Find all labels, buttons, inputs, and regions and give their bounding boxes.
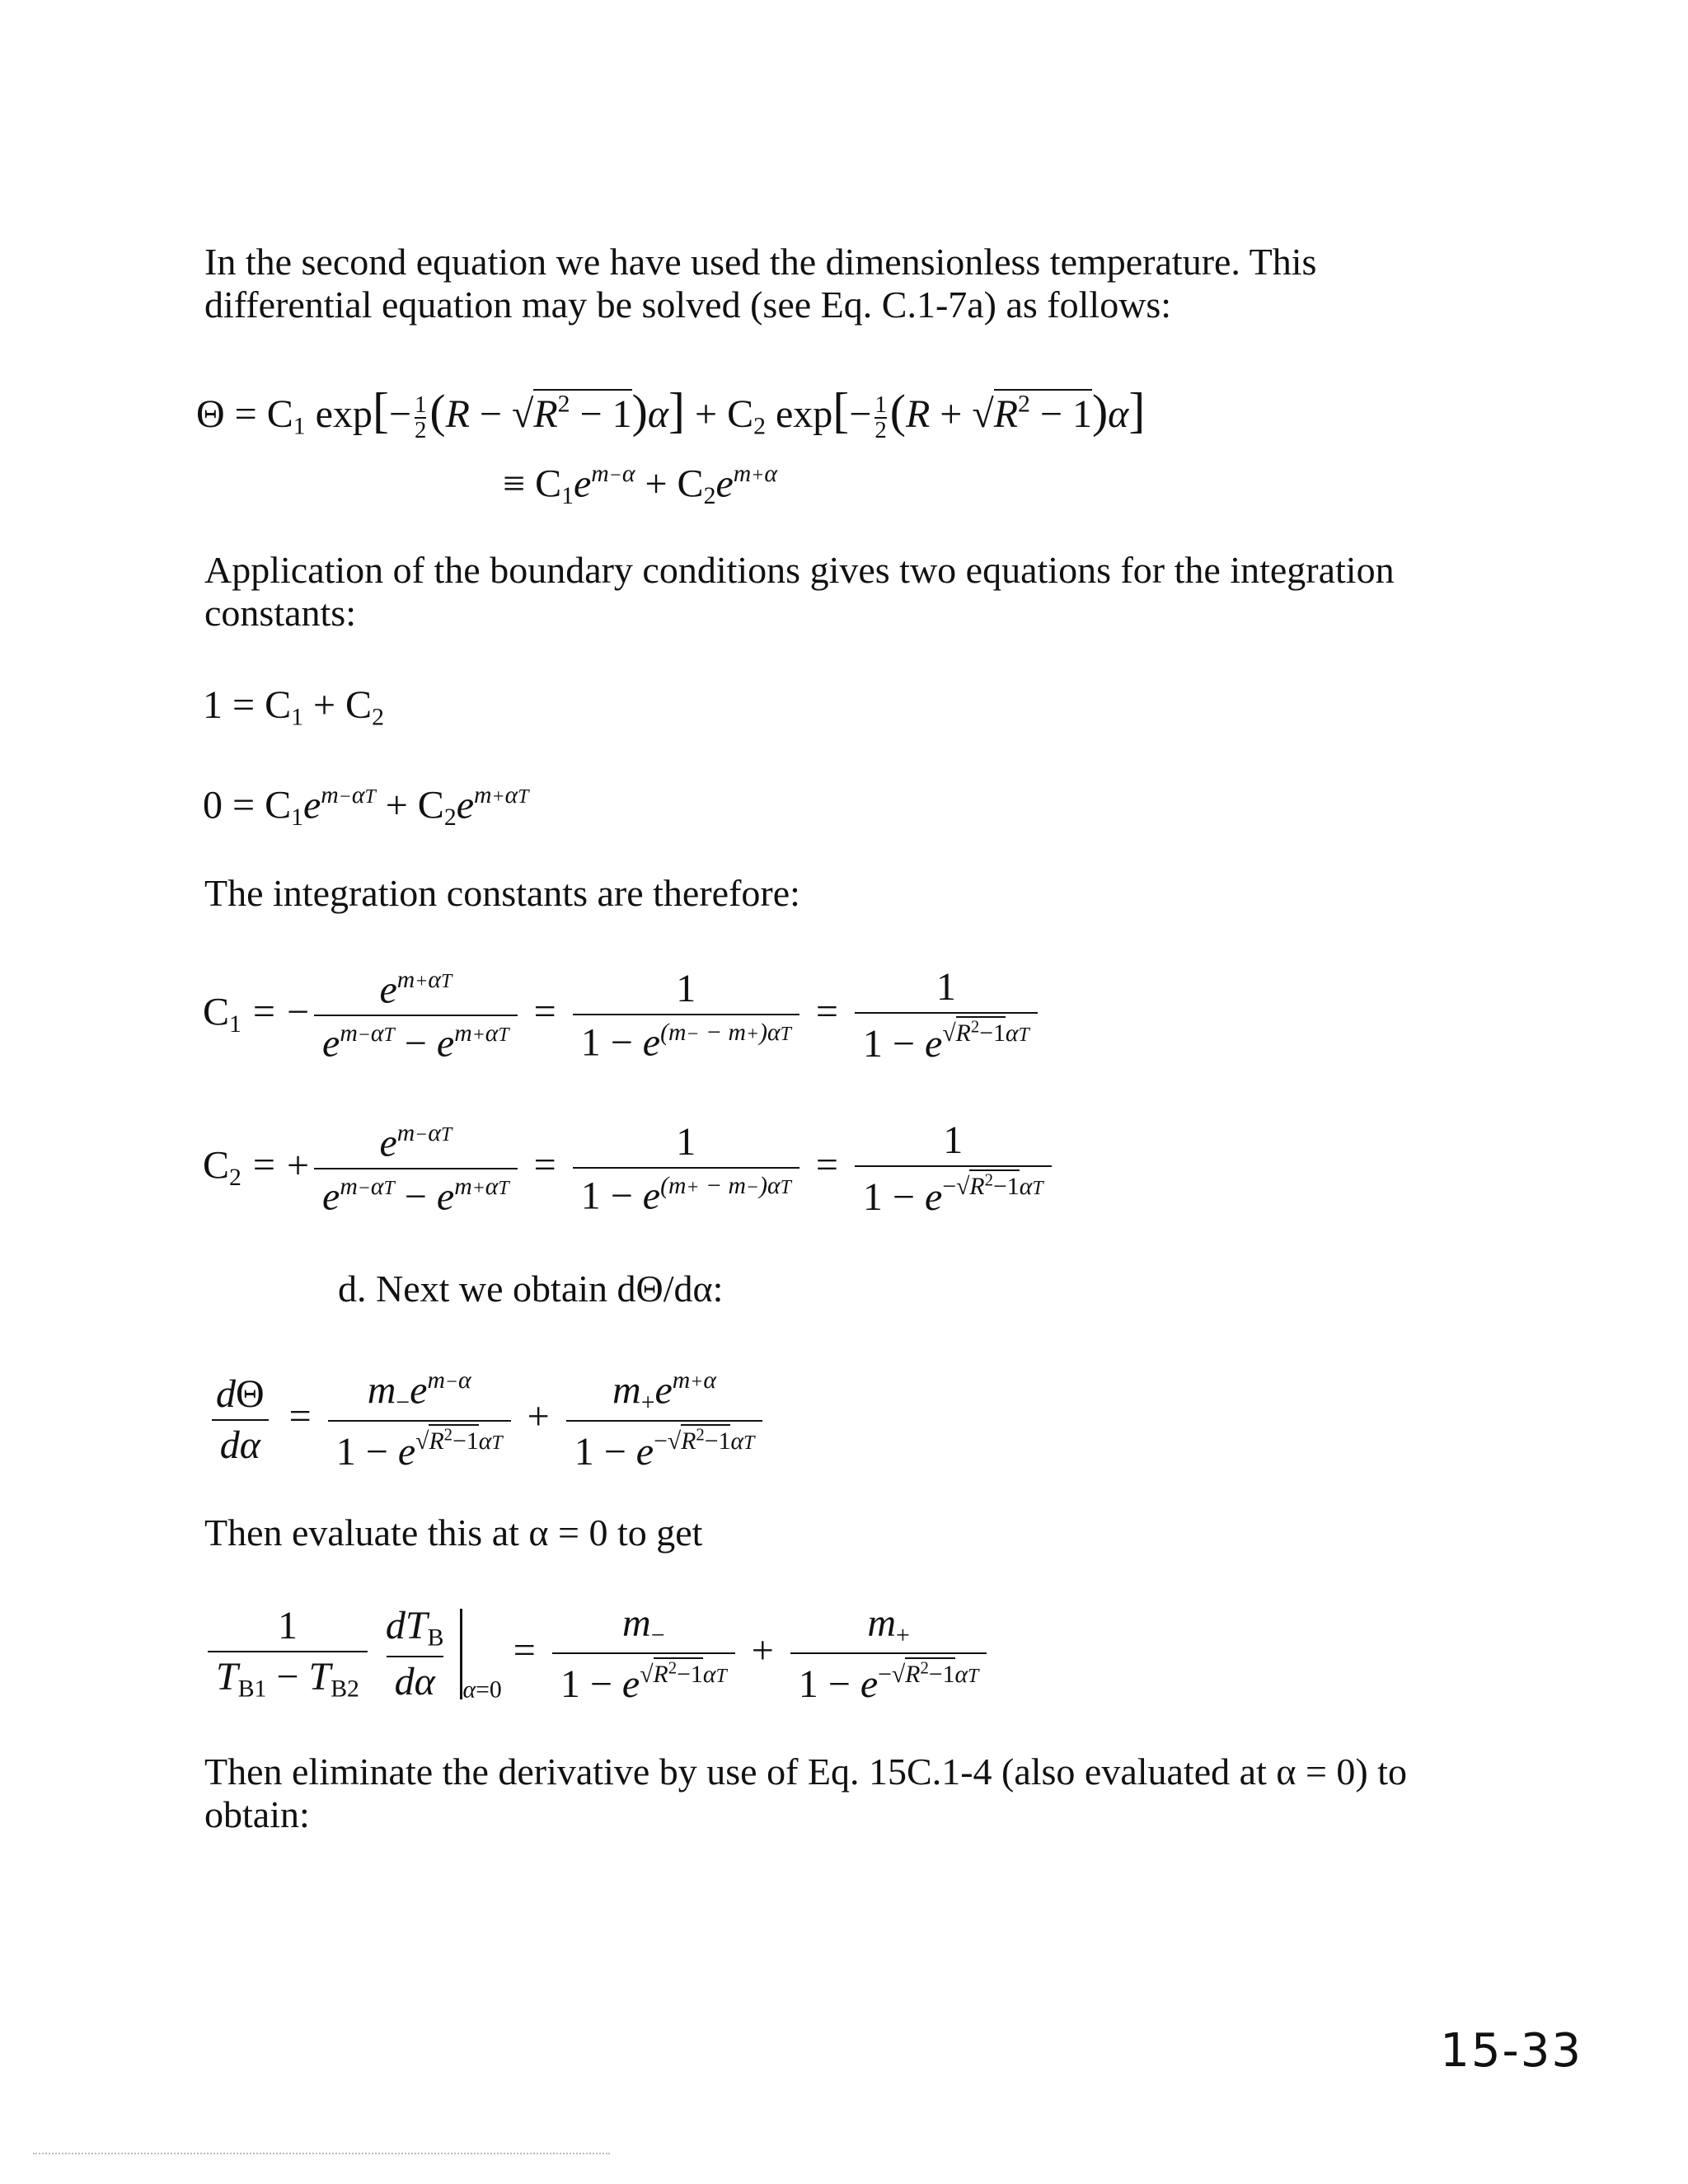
equation-c1: $C_1$ = − $\frac{e^{m+\alpha T}}{e^{m-\alpha T} - e^{m+\alpha T}}$ = $\frac{1}{1 - e^{(m- - m+)\alpha T}}$ = $\frac{1}{1 - e^{√R^2-1\alpha T}}$ (203, 968, 1043, 1064)
scan-artifact-dots (33, 2153, 610, 2154)
equation-bc1: $1 = C_1 + C_2$ (203, 683, 384, 731)
equation-boundary-derivative: $\frac{1}{T_{B1} - T_{B2}}$ $\frac{dT_B}{d\alpha}$ $_{\alpha=0}$= $\frac{m_-}{1 - e^{√R^2-1\alpha T}}$ + $\frac{m_+}{1 - e^{-√R^2-1\alpha T}}$ (203, 1604, 992, 1704)
paragraph-1: In the second equation we have used the dimensionless temperature. This differential equation may be solved (see Eq. C.1-7a) as follows: (204, 241, 1317, 326)
paragraph-2: Application of the boundary conditions gives two equations for the integration constants: (204, 549, 1395, 634)
equation-theta-solution: $\Theta = C_1$ exp[− $\frac{1}{2}$ $(R - √R^2 - 1)\alpha] + C_2$ exp[− $\frac{1}{2}$ $(R + √R^2 - 1)\alpha$] (196, 383, 1146, 443)
equation-bc2: $0 = C_1e^{m-\alpha T} + C_2e^{m+\alpha T}$ (203, 781, 529, 831)
paragraph-3: The integration constants are therefore: (204, 872, 800, 914)
page-number: 15-33 (1440, 2024, 1582, 2078)
equation-dtheta: $\frac{d\Theta}{d\alpha}$ = $\frac{m_-e^{m-\alpha}}{1 - e^{√R^2-1\alpha T}}$ + $\frac{m_+e^{m+\alpha}}{1 - e^{-√R^2-1\alpha T}}$ (203, 1368, 767, 1471)
paragraph-4: d. Next we obtain dΘ/dα: (338, 1268, 724, 1310)
equation-c2: $C_2$ = + $\frac{e^{m-\alpha T}}{e^{m-\alpha T} - e^{m+\alpha T}}$ = $\frac{1}{1 - e^{(m+ - m-)\alpha T}}$ = $\frac{1}{1 - e^{-√R^2-1\alpha T}}$ (203, 1121, 1057, 1217)
equation-theta-compact: ≡ $C_1e^{m-\alpha} + C_2e^{m+\alpha}$ (503, 460, 777, 509)
paragraph-5: Then evaluate this at α = 0 to get (204, 1511, 703, 1554)
paragraph-6: Then eliminate the derivative by use of Eq. 15C.1-4 (also evaluated at α = 0) to obtain: (204, 1750, 1407, 1835)
